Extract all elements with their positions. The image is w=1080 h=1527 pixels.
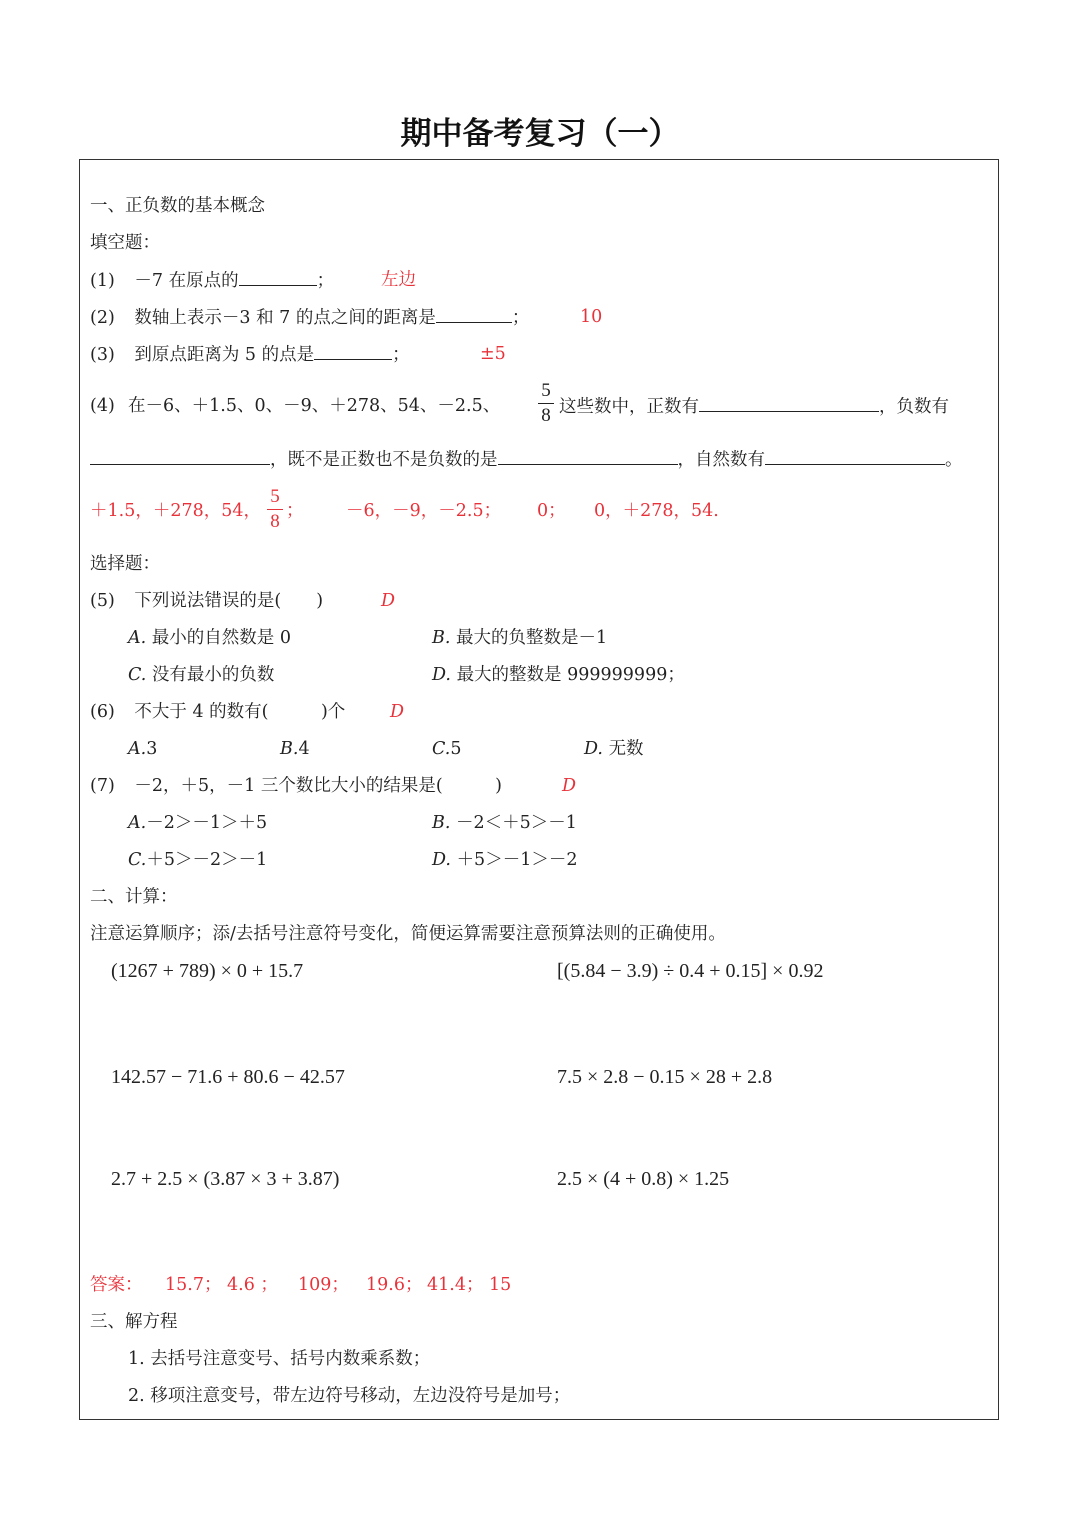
answer-4-neither: 0； <box>537 501 566 521</box>
option-text: ＋5＞－1＞－2 <box>456 850 578 870</box>
question-7 <box>90 775 502 797</box>
answer-4-separator: ； <box>286 501 304 521</box>
option-letter: D. <box>432 665 451 685</box>
question-4-line-2 <box>90 448 963 471</box>
question-4-number: (4) <box>90 396 115 416</box>
question-number: (6) <box>90 702 115 722</box>
question-3 <box>90 343 410 366</box>
fraction-denominator: 8 <box>541 405 551 426</box>
option-a[interactable] <box>128 627 291 649</box>
answer-blank[interactable] <box>436 306 512 323</box>
answer-3: ±5 <box>480 344 506 364</box>
option-b[interactable] <box>432 812 577 834</box>
question-text: 下列说法错误的是( ) <box>134 591 324 611</box>
option-d[interactable] <box>432 664 685 686</box>
option-c[interactable] <box>128 664 274 686</box>
question-text: 到原点距离为 5 的点是 <box>134 345 315 365</box>
option-text: 无数 <box>608 739 644 759</box>
fraction-denominator: 8 <box>270 511 280 532</box>
question-number: (7) <box>90 776 115 796</box>
option-c[interactable] <box>432 738 461 760</box>
option-letter: B. <box>432 813 451 833</box>
question-6 <box>90 701 345 723</box>
option-letter: C. <box>128 665 147 685</box>
calc-answer-2: 4.6 ； <box>227 1275 278 1295</box>
expression-2: [(5.84 − 3.9) ÷ 0.4 + 0.15] × 0.92 <box>557 960 824 982</box>
option-b[interactable] <box>432 627 607 649</box>
fraction-numerator: 5 <box>541 380 551 401</box>
option-letter: B. <box>432 628 451 648</box>
answer-blank[interactable] <box>498 448 678 465</box>
option-letter: D. <box>584 739 603 759</box>
answer-blank[interactable] <box>90 448 270 465</box>
option-d[interactable] <box>432 849 577 871</box>
option-text: 最大的负整数是－1 <box>456 628 608 648</box>
fraction-numerator: 5 <box>270 486 280 507</box>
section1-heading: 一、正负数的基本概念 <box>90 196 265 216</box>
section3-heading: 三、解方程 <box>90 1312 178 1332</box>
question-text: 这些数中，正数有 <box>559 397 699 417</box>
calc-answer-6: 15 <box>489 1275 512 1295</box>
answer-blank[interactable] <box>239 269 317 286</box>
option-text: 3 <box>146 739 158 759</box>
fill-in-label: 填空题： <box>90 233 160 253</box>
option-text: 最小的自然数是 0 <box>151 628 291 648</box>
option-letter: B. <box>280 739 299 759</box>
option-text: 最大的整数是 999999999； <box>456 665 685 685</box>
fraction-five-eighths <box>538 380 554 427</box>
option-text: －2＞－1＞＋5 <box>146 813 268 833</box>
calc-answer-5: 41.4； <box>427 1275 484 1295</box>
option-letter: D. <box>432 850 451 870</box>
expression-6: 2.5 × (4 + 0.8) × 1.25 <box>557 1168 730 1190</box>
answer-6: D <box>390 702 405 722</box>
question-text: ，既不是正数也不是负数的是 <box>270 450 498 470</box>
calc-answer-4: 19.6； <box>366 1275 423 1295</box>
question-1 <box>90 269 334 292</box>
question-text: 。 <box>945 450 963 470</box>
equation-tip-1: 1. 去括号注意变号、括号内数乘系数； <box>128 1349 431 1369</box>
fraction-bar <box>538 403 554 404</box>
question-4-text: 在－6、＋1.5、0、－9、＋278、54、－2.5、 <box>128 396 501 416</box>
option-text: 没有最小的负数 <box>151 665 275 685</box>
option-text: ＋5＞－2＞－1 <box>146 850 268 870</box>
answer-2: 10 <box>580 307 603 327</box>
fraction-bar <box>267 509 283 510</box>
question-number: (1) <box>90 271 115 291</box>
question-text: －2，＋5，－1 三个数比大小的结果是( ) <box>134 776 502 796</box>
option-c[interactable] <box>128 849 267 871</box>
question-number: (5) <box>90 591 115 611</box>
question-text: ，自然数有 <box>677 450 765 470</box>
question-text: －7 在原点的 <box>134 271 239 291</box>
option-b[interactable] <box>280 738 310 760</box>
option-letter: A. <box>128 813 147 833</box>
section2-note: 注意运算顺序；添/去括号注意符号变化，简便运算需要注意预算法则的正确使用。 <box>90 924 726 944</box>
section2-heading: 二、计算： <box>90 887 178 907</box>
answer-blank[interactable] <box>765 448 945 465</box>
answer-4-negative: －6，－9，－2.5； <box>346 501 502 521</box>
expression-4: 7.5 × 2.8 − 0.15 × 28 + 2.8 <box>557 1066 773 1088</box>
expression-3: 142.57 − 71.6 + 80.6 − 42.57 <box>111 1066 345 1088</box>
question-4-text-2 <box>559 395 949 418</box>
question-tail: ； <box>511 308 530 328</box>
question-number: (3) <box>90 345 115 365</box>
answer-1: 左边 <box>381 270 416 290</box>
option-letter: C. <box>128 850 147 870</box>
answer-4-positive: ＋1.5，＋278，54， <box>90 501 262 521</box>
page-title: 期中备考复习（一） <box>400 116 680 152</box>
expression-1: (1267 + 789) × 0 + 15.7 <box>111 960 304 982</box>
question-tail: ； <box>392 345 410 365</box>
question-text: 数轴上表示－3 和 7 的点之间的距离是 <box>134 308 436 328</box>
option-letter: C. <box>432 739 451 759</box>
answer-blank[interactable] <box>314 343 392 360</box>
option-text: －2＜＋5＞－1 <box>456 813 577 833</box>
option-letter: A. <box>128 739 147 759</box>
answer-5: D <box>381 591 396 611</box>
answer-fraction <box>267 486 283 533</box>
calc-answer-1: 15.7； <box>165 1275 222 1295</box>
question-2 <box>90 306 529 329</box>
answers-label: 答案： <box>90 1275 143 1295</box>
answer-4-natural: 0，＋278，54. <box>594 501 719 521</box>
equation-tip-2: 2. 移项注意变号，带左边符号移动，左边没符号是加号； <box>128 1386 571 1406</box>
calc-answer-3: 109； <box>298 1275 349 1295</box>
question-tail: ； <box>316 271 335 291</box>
question-number: (2) <box>90 308 115 328</box>
answer-7: D <box>562 776 577 796</box>
option-text: 5 <box>450 739 462 759</box>
option-letter: A. <box>128 628 147 648</box>
option-text: 4 <box>298 739 310 759</box>
choice-label: 选择题： <box>90 554 160 574</box>
question-text: 不大于 4 的数有( )个 <box>134 702 346 722</box>
option-a[interactable] <box>128 738 157 760</box>
option-d[interactable] <box>584 738 644 760</box>
answer-blank[interactable] <box>699 395 879 412</box>
question-text: ，负数有 <box>879 397 949 417</box>
option-a[interactable] <box>128 812 267 834</box>
question-5 <box>90 590 323 612</box>
expression-5: 2.7 + 2.5 × (3.87 × 3 + 3.87) <box>111 1168 340 1190</box>
